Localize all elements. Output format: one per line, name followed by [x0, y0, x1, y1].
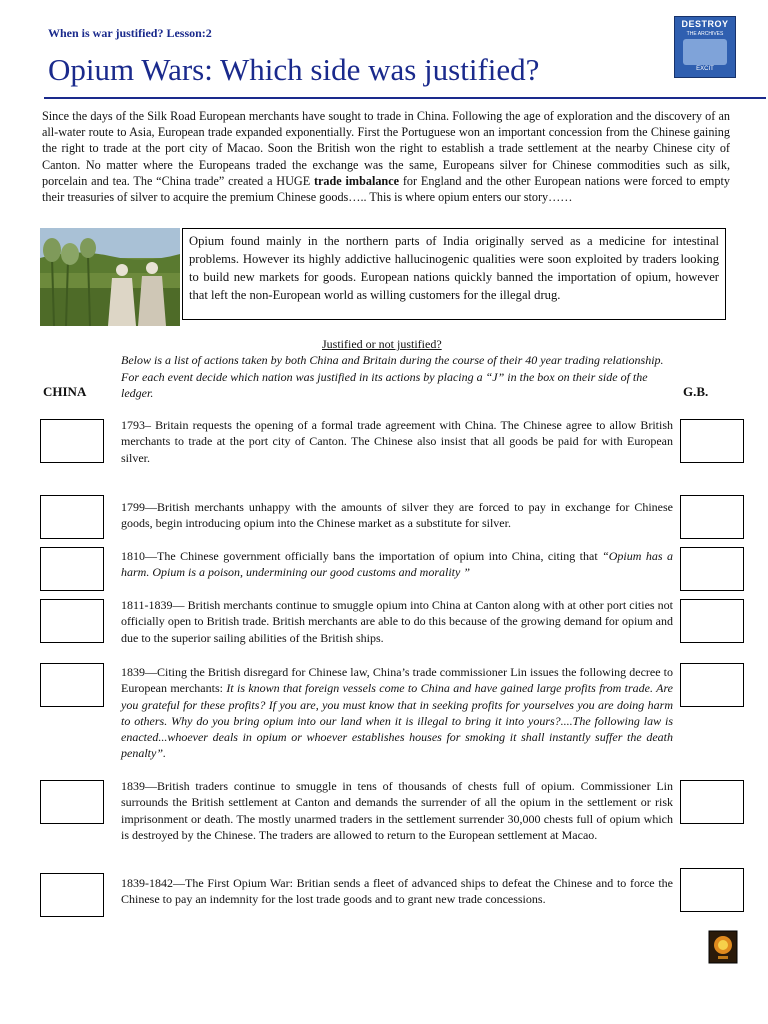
gb-answer-box-1839-1842[interactable] [680, 868, 744, 912]
event-1839-1842 [121, 875, 673, 908]
event-text: 1839—British traders continue to smuggle in tens of thousands of chests full of opium. Commissioner Lin surrounds the British settlement at Canton and demands the surrender of all the opium in the settlement or risk imprisonment or death. The mostly unarmed traders in the settlement surrender 30,000 chests full of opium which is destroyed by the Chinese. The traders are allowed to return to the European settlement at Macao. [121, 779, 673, 842]
event-text: 1799—British merchants unhappy with the amounts of silver they are forced to pay in exchange for Chinese goods, begin introducing opium into the Chinese market as a substitute for silver. [121, 500, 673, 531]
intro-paragraph [42, 108, 730, 205]
event-1811-1839 [121, 597, 673, 646]
lesson-label: When is war justified? Lesson:2 [48, 26, 212, 40]
gb-answer-box-1839-surrender[interactable] [680, 780, 744, 824]
gb-answer-box-1793[interactable] [680, 419, 744, 463]
event-1839-surrender [121, 778, 673, 843]
china-answer-box-1810[interactable] [40, 547, 104, 591]
logo-text-bottom: EXCIT [696, 66, 714, 72]
opium-field-photo [40, 228, 180, 326]
ledger-title: Justified or not justified? [322, 337, 442, 351]
flame-emblem-icon [708, 930, 738, 964]
china-answer-box-1839-decree[interactable] [40, 663, 104, 707]
title-divider [44, 97, 766, 99]
logo-text-middle: THE ARCHIVES [686, 31, 724, 37]
logo-text-top: DESTROY [681, 19, 729, 29]
gb-answer-box-1810[interactable] [680, 547, 744, 591]
china-column-label: CHINA [43, 384, 87, 399]
gb-column-label: G.B. [683, 384, 709, 399]
event-1799 [121, 499, 673, 532]
gb-answer-box-1799[interactable] [680, 495, 744, 539]
event-quote: It is known that foreign vessels come to China and have gained large profits from trade. Are you grateful for these profits? If you are, you must know that in seeking profits for yourselves you are doing harm to others. Why do you bring opium into our land when it is illegal to bring it into yours?....The following law is enacted...whoever deals in opium or whoever establishes houses for smoking it shall instantly suffer the death penalty”. [121, 681, 673, 761]
intro-text-end: for England and the other European nations were forced to empty their treasuries of silver to acquire the premium Chinese goods….. This is where opium enters our story…… [42, 173, 730, 205]
event-1793 [121, 417, 673, 466]
china-answer-box-1799[interactable] [40, 495, 104, 539]
event-text: 1810—The Chinese government officially bans the importation of opium into China, citing that [121, 549, 603, 563]
gb-answer-box-1811-1839[interactable] [680, 599, 744, 643]
event-1810 [121, 548, 673, 581]
china-answer-box-1839-surrender[interactable] [40, 780, 104, 824]
opium-info-box: Opium found mainly in the northern parts of India originally served as a medicine for intestinal problems. However its highly addictive hallucinogenic qualities were soon exploited by traders looking to build new markets for goods. European nations quickly banned the importation of opium, however that left the non-European world as willing customers for the illegal drug. [182, 228, 726, 320]
event-text: 1793– Britain requests the opening of a formal trade agreement with China. The Chinese agree to allow British merchants to trade at the port city of Canton. The Chinese also insist that all goods be paid for with European silver. [121, 418, 673, 465]
ledger-instructions: Below is a list of actions taken by both China and Britain during the course of their 40 year trading relationship. For each event decide which nation was justified in its actions by placing a “J” in the box on their side of the ledger. [121, 353, 664, 400]
intro-bold-term: trade imbalance [313, 173, 400, 188]
event-text: 1811-1839— British merchants continue to smuggle opium into China at Canton along with at other port cities not officially open to British trade. British merchants are able to do this because of the growing demand for opium and due to the superior sailing abilities of the British ships. [121, 598, 673, 645]
logo [674, 16, 736, 78]
event-text: 1839—Citing the British disregard for Chinese law, China’s trade commissioner Lin issues the following decree to European merchants: [121, 665, 673, 696]
china-answer-box-1793[interactable] [40, 419, 104, 463]
page-title: Opium Wars: Which side was justified? [48, 52, 540, 87]
intro-text-start: Since the days of the Silk Road European merchants have sought to trade in China. Following the age of exploration and the discovery of an all-water route to Asia, European trade expanded exponentially. First the Portuguese won an important concession from the Chinese gaining the right to trade at the port city of Macao. Soon the British won the right to establish a trade settlement at the nearby Chinese city of Canton. No matter where the Europeans traded the exchange was the same, Europeans silver for Chinese commodities such as silk, porcelain and tea. The “China trade” created a HUGE [42, 109, 730, 188]
china-answer-box-1811-1839[interactable] [40, 599, 104, 643]
gb-answer-box-1839-decree[interactable] [680, 663, 744, 707]
event-text: 1839-1842—The First Opium War: Britian sends a fleet of advanced ships to defeat the Chinese and to force the Chinese to pay an indemnity for the lost trade goods and to grant new trade concessions. [121, 876, 673, 907]
event-quote: “Opium has a harm. Opium is a poison, undermining our good customs and morality ” [121, 549, 673, 580]
event-1839-decree [121, 664, 673, 762]
china-answer-box-1839-1842[interactable] [40, 873, 104, 917]
logo-emblem-icon [683, 39, 727, 65]
